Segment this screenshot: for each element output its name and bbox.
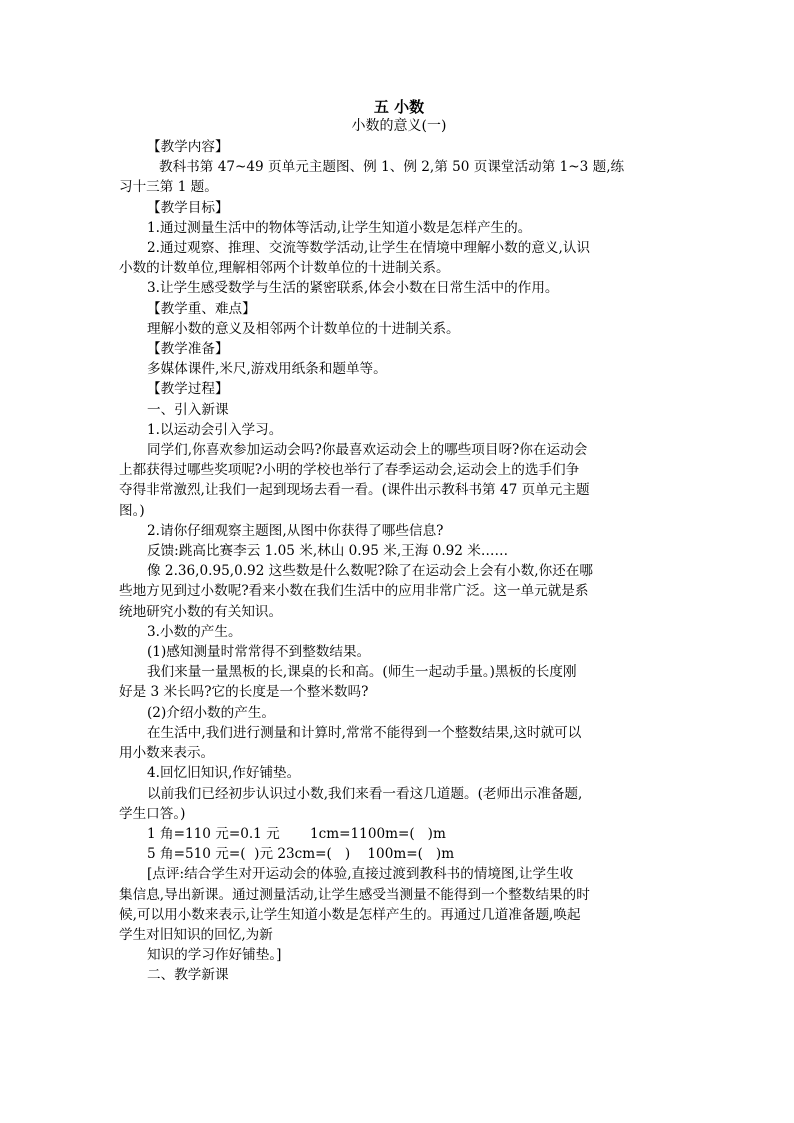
text-line: 知识的学习作好铺垫。] (147, 947, 282, 964)
text-line: 教科书第 47~49 页单元主题图、例 1、例 2,第 50 页课堂活动第 1~3 题,练 (159, 159, 625, 176)
text-line: 理解小数的意义及相邻两个计数单位的十进制关系。 (147, 320, 460, 337)
text-line: 些地方见到过小数呢?看来小数在我们生活中的应用非常广泛。这一单元就是系 (119, 583, 589, 600)
text-line: 【教学内容】 (147, 139, 229, 155)
document-body (119, 137, 679, 986)
text-line: (2)介绍小数的产生。 (147, 704, 276, 721)
text-line: 夺得非常激烈,让我们一起到现场去看一看。(课件出示教科书第 47 页单元主题 (119, 482, 590, 499)
text-line: (1)感知测量时常常得不到整数结果。 (147, 644, 371, 661)
page-subtitle: 小数的意义(一) (351, 118, 447, 134)
text-line: 2.请你仔细观察主题图,从图中你获得了哪些信息? (147, 522, 444, 539)
text-line: 用小数来表示。 (119, 745, 215, 762)
text-line: 3.让学生感受数学与生活的紧密联系,体会小数在日常生活中的作用。 (147, 280, 559, 297)
text-line: 我们来量一量黑板的长,课桌的长和高。(师生一起动手量。)黑板的长度刚 (147, 664, 577, 681)
text-line: 反馈:跳高比赛李云 1.05 米,林山 0.95 米,王海 0.92 米…… (147, 543, 509, 560)
text-line: 小数的计数单位,理解相邻两个计数单位的十进制关系。 (119, 260, 450, 277)
text-line: 好是 3 米长吗?它的长度是一个整米数吗? (119, 684, 369, 701)
text-line: 习十三第 1 题。 (119, 179, 218, 196)
text-line: 1.通过测量生活中的物体等活动,让学生知道小数是怎样产生的。 (147, 219, 532, 236)
text-line: 上都获得过哪些奖项呢?小明的学校也举行了春季运动会,运动会上的选手们争 (119, 462, 580, 479)
text-line: 同学们,你喜欢参加运动会吗?你最喜欢运动会上的哪些项目呀?你在运动会 (147, 442, 588, 459)
text-line: 2.通过观察、推理、交流等数学活动,让学生在情境中理解小数的意义,认识 (147, 240, 591, 257)
page-title: 五 小数 (373, 98, 425, 116)
text-line: 一、引入新课 (147, 401, 229, 418)
text-line: 【教学重、难点】 (147, 300, 256, 317)
text-line: 1 角=110 元=0.1 元 1cm=1100m=( )m (147, 825, 446, 842)
text-line: 1.以运动会引入学习。 (147, 421, 283, 438)
text-line: 【教学过程】 (147, 381, 229, 398)
text-line: 图。) (119, 502, 145, 519)
text-line: 4.回忆旧知识,作好铺垫。 (147, 765, 301, 782)
text-line: 二、教学新课 (147, 967, 229, 984)
text-line: 5 角=510 元=( )元 23cm=( ) 100m=( )m (147, 846, 455, 863)
text-line: 学生对旧知识的回忆,为新 (119, 926, 273, 943)
text-line: 【教学准备】 (147, 341, 229, 358)
text-line: 学生口答。) (119, 805, 186, 822)
text-line: 像 2.36,0.95,0.92 这些数是什么数呢?除了在运动会上会有小数,你还在哪 (147, 563, 593, 580)
text-line: 在生活中,我们进行测量和计算时,常常不能得到一个整数结果,这时就可以 (147, 724, 582, 741)
text-line: 【教学目标】 (147, 199, 229, 216)
text-line: 候,可以用小数来表示,让学生知道小数是怎样产生的。再通过几道准备题,唤起 (119, 906, 581, 923)
text-line: 统地研究小数的有关知识。 (119, 603, 283, 620)
text-line: 集信息,导出新课。通过测量活动,让学生感受当测量不能得到一个整数结果的时 (119, 886, 590, 903)
text-line: 以前我们已经初步认识过小数,我们来看一看这几道题。(老师出示准备题, (147, 785, 583, 802)
text-line: 多媒体课件,米尺,游戏用纸条和题单等。 (147, 361, 387, 378)
document-page (119, 98, 679, 986)
text-line: 3.小数的产生。 (147, 623, 242, 640)
text-line: [点评:结合学生对开运动会的体验,直接过渡到教科书的情境图,让学生收 (147, 866, 574, 883)
